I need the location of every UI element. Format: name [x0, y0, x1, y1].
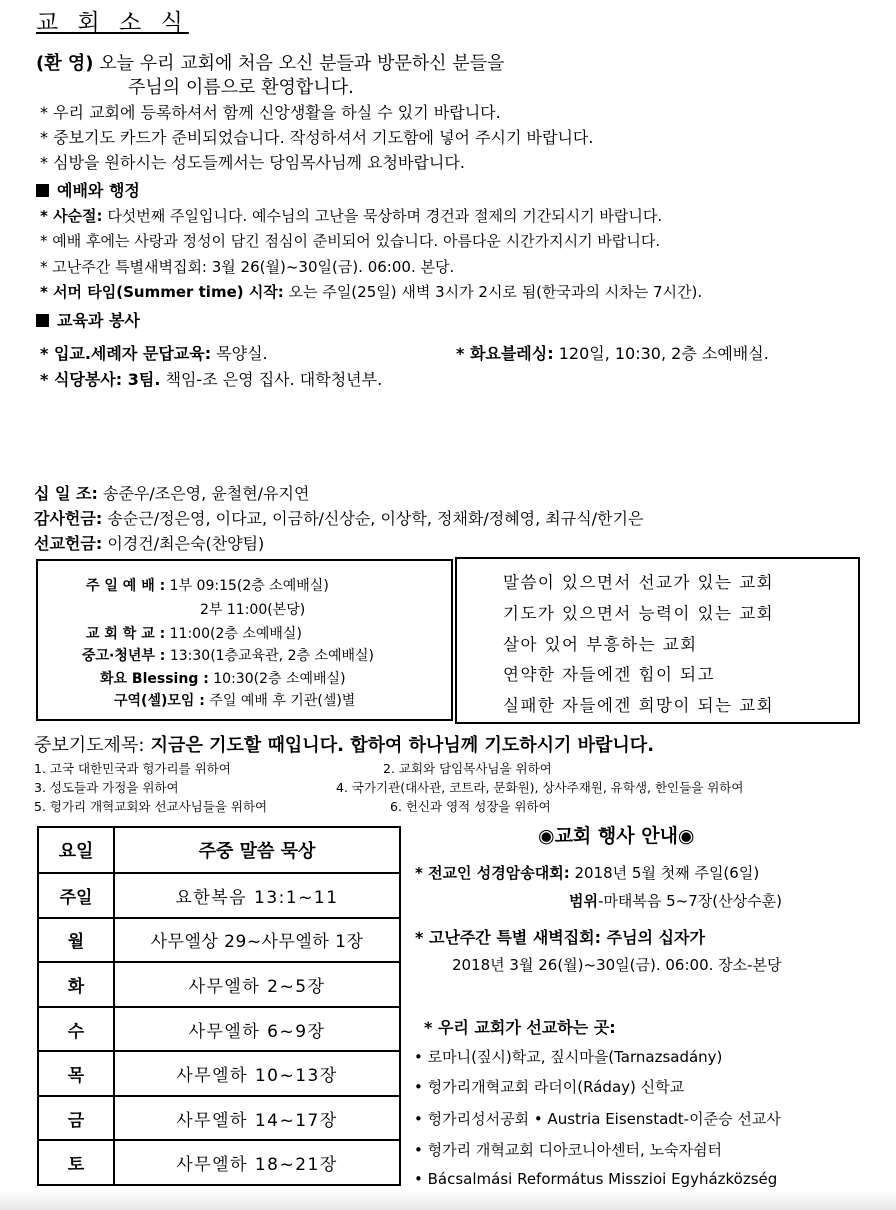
column-header-day: 요일 [38, 827, 114, 873]
offering-line: 십 일 조: 송준우/조은영, 윤철현/유지연 [34, 484, 310, 503]
square-bullet-icon [36, 314, 49, 327]
mission-item: • 로마니(짚시)학교, 짚시마을(Tarnazsadány) [414, 1048, 723, 1066]
reading-cell: 요한복음 13:1~11 [114, 873, 400, 918]
missions-title: * 우리 교회가 선교하는 곳: [424, 1018, 616, 1037]
motto-line: 말씀이 있으면서 선교가 있는 교회 [503, 573, 775, 592]
mission-item: • 헝가리성서공회 • Austria Eisenstadt-이준승 선교사 [414, 1110, 781, 1128]
reading-cell: 사무엘하 2~5장 [114, 962, 400, 1007]
page-title: 교 회 소 식 [36, 10, 189, 36]
mission-item: • 헝가리 개혁교회 디아코니아센터, 노숙자쉼터 [414, 1141, 722, 1159]
motto-line: 살아 있어 부흥하는 교회 [503, 635, 698, 654]
welcome-note: * 심방을 원하시는 성도들께서는 당임목사님께 요청바랍니다. [40, 153, 465, 172]
table-row [38, 1140, 400, 1185]
table-row [38, 1051, 400, 1096]
page-bottom-edge [0, 1190, 896, 1210]
square-bullet-icon [36, 184, 49, 197]
day-cell: 화 [38, 962, 114, 1007]
service-line: 중고·청년부 : 13:30(1층교육관, 2층 소예배실) [82, 648, 375, 664]
table-row [38, 1007, 400, 1052]
mission-item: • 헝가리개혁교회 라더이(Ráday) 신학교 [414, 1078, 685, 1096]
table-header-row [38, 827, 400, 873]
church-motto-box [455, 557, 860, 724]
day-cell: 목 [38, 1051, 114, 1096]
prayer-item: 3. 성도들과 가정을 위하여 [34, 780, 179, 795]
motto-line: 실패한 자들에겐 희망이 되는 교회 [503, 696, 775, 715]
table-row [38, 1096, 400, 1141]
worship-item: * 사순절: 다섯번째 주일입니다. 예수님의 고난을 묵상하며 경건과 절제의 기간되시기 바랍니다. [40, 207, 663, 225]
service-line: 화요 Blessing : 10:30(2층 소예배실) [100, 671, 346, 687]
worship-item: * 고난주간 특별새벽집회: 3월 26(월)~30일(금). 06:00. 본당. [40, 258, 455, 276]
prayer-item: 1. 고국 대한민국과 헝가리를 위하여 [34, 761, 231, 776]
event-detail: 2018년 3월 26(월)~30일(금). 06:00. 장소-본당 [452, 956, 782, 974]
welcome-note: * 우리 교회에 등록하셔서 함께 신앙생활을 하실 수 있기 바랍니다. [40, 103, 501, 122]
prayer-heading: 중보기도제목: 지금은 기도할 때입니다. 합하여 하나님께 기도하시기 바랍니다. [34, 735, 655, 756]
mission-item: • Bácsalmási Református Misszioi Egyházközség [414, 1170, 778, 1188]
offering-line: 감사헌금: 송순근/정은영, 이다교, 이금하/신상순, 이상학, 정채화/정혜영, 최규식/한기은 [34, 509, 644, 528]
education-item: * 화요블레싱: 120일, 10:30, 2층 소예배실. [456, 344, 769, 363]
table-row [38, 962, 400, 1007]
welcome-text-1: 오늘 우리 교회에 처음 오신 분들과 방문하신 분들을 [99, 53, 505, 74]
prayer-item: 6. 헌신과 영적 성장을 위하여 [390, 799, 551, 814]
section-heading-worship: 예배와 행정 [36, 178, 140, 201]
event-detail: 범위-마태복음 5~7장(산상수훈) [569, 892, 782, 910]
worship-item: * 서머 타임(Summer time) 시작: 오는 주일(25일) 새벽 3시가 2시로 됨(한국과의 시차는 7시간). [40, 283, 703, 301]
prayer-item: 5. 헝가리 개혁교회와 선교사님들을 위하여 [34, 799, 268, 814]
prayer-item: 2. 교회와 담임목사님을 위하여 [383, 761, 552, 776]
section-heading-education: 교육과 봉사 [36, 308, 140, 331]
table-row [38, 873, 400, 918]
day-cell: 월 [38, 918, 114, 963]
events-title: ◉교회 행사 안내◉ [538, 825, 695, 847]
event-item: * 고난주간 특별 새벽집회: 주님의 십자가 [415, 928, 705, 947]
day-cell: 주일 [38, 873, 114, 918]
table-row [38, 918, 400, 963]
education-item: * 식당봉사: 3팀. 책임-조 은영 집사. 대학청년부. [40, 370, 383, 389]
reading-cell: 사무엘하 14~17장 [114, 1096, 400, 1141]
motto-line: 기도가 있으면서 능력이 있는 교회 [503, 604, 775, 623]
worship-item: * 예배 후에는 사랑과 정성이 담긴 점심이 준비되어 있습니다. 아름다운 시간가지시기 바랍니다. [40, 232, 661, 250]
event-item: * 전교인 성경암송대회: 2018년 5월 첫째 주일(6일) [415, 864, 760, 882]
weekly-reading-table [37, 826, 401, 1186]
reading-cell: 사무엘하 18~21장 [114, 1140, 400, 1185]
service-line: 교 회 학 교 : 11:00(2층 소예배실) [86, 626, 302, 642]
service-line: 구역(셀)모임 : 주일 예배 후 기관(셀)별 [114, 693, 356, 709]
motto-line: 연약한 자들에겐 힘이 되고 [503, 665, 716, 684]
reading-cell: 사무엘하 6~9장 [114, 1007, 400, 1052]
column-header-reading: 주중 말씀 묵상 [114, 827, 400, 873]
day-cell: 금 [38, 1096, 114, 1141]
service-line: 2부 11:00(본당) [200, 602, 306, 618]
welcome-label: (환 영) [36, 53, 94, 74]
reading-cell: 사무엘하 10~13장 [114, 1051, 400, 1096]
education-item: * 입교.세례자 문답교육: 목양실. [40, 344, 268, 363]
offering-line: 선교헌금: 이경건/최은숙(찬양팀) [34, 534, 265, 553]
welcome-text-2: 주님의 이름으로 환영합니다. [128, 77, 354, 98]
day-cell: 수 [38, 1007, 114, 1052]
reading-cell: 사무엘상 29~사무엘하 1장 [114, 918, 400, 963]
service-times-box [36, 559, 453, 721]
service-line: 주 일 예 배 : 1부 09:15(2층 소예배실) [86, 578, 329, 594]
day-cell: 토 [38, 1140, 114, 1185]
welcome-note: * 중보기도 카드가 준비되었습니다. 작성하셔서 기도함에 넣어 주시기 바랍니다. [40, 128, 594, 147]
prayer-item: 4. 국가기관(대사관, 코트라, 문화원), 상사주재원, 유학생, 한인들을 위하여 [336, 780, 744, 795]
welcome-line-1 [36, 49, 504, 75]
